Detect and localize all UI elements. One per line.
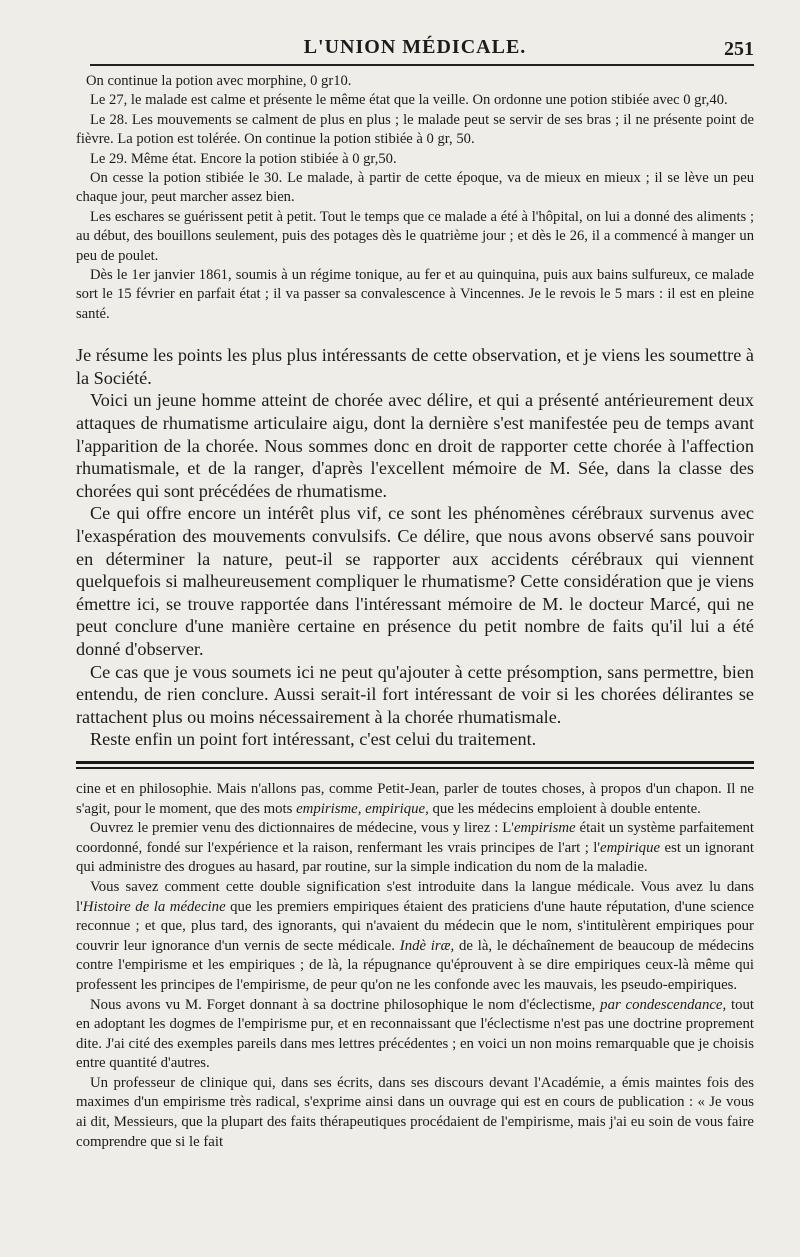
- observation-section: [76, 72, 754, 324]
- text-run: cine et en philosophie. Mais n'allons pas, comme Petit-Jean, parler de toutes choses, à propos d'un chapon. Il ne s'agit, pour le moment, que des mots: [76, 780, 754, 817]
- observation-paragraph: Le 28. Les mouvements se calment de plus en plus ; le malade peut se servir de ses bras ; il ne présente point de fièvre. La potion est tolérée. On continue la potion stibiée à 0 gr, 50.: [76, 111, 754, 148]
- page-header: [76, 30, 754, 64]
- separator-thin-line: [76, 767, 754, 769]
- text-run: que les premiers empiriques étaient des praticiens d'une haute réputation, d'une science reconnue ; et que, plus tard, des ignorants, qui n'avaient du médecin que le nom, s'intitulèrent empiriques pour couvrir leur ignorance d'un vernis de secte médicale.: [76, 898, 755, 954]
- feuilleton-paragraph: [76, 996, 754, 1074]
- text-run: Nous avons vu M. Forget donnant à sa doctrine philosophique le nom d'éclectisme,: [90, 996, 601, 1013]
- text-run: que les médecins emploient à double entente.: [428, 800, 701, 817]
- discussion-paragraph: Voici un jeune homme atteint de chorée avec délire, et qui a présenté antérieurement deux attaques de rhumatisme articulaire aigu, dont la dernière s'est manifestée peu de temps avant l'apparition de la chorée. Nous sommes donc en droit de rapporter cette chorée à l'affection rhumatismale, et de la ranger, d'après l'excellent mémoire de M. Sée, dans la classe des chorées qui sont précédées de rhumatisme.: [76, 390, 754, 501]
- text-run: tout en adoptant les dogmes de l'empirisme pur, et en reconnaissant que l'éclectisme n'est pas une doctrine proprement dite. J'ai cité des exemples pareils dans mes lettres précédentes ; en voici un non moins remarquable que je choisis entre quantité d'autres.: [76, 996, 754, 1072]
- page-number: 251: [724, 38, 754, 60]
- observation-paragraph: On continue la potion avec morphine, 0 gr10.: [86, 73, 352, 89]
- observation-paragraph: Le 27, le malade est calme et présente le même état que la veille. On ordonne une potion stibiée avec 0 gr,40.: [90, 92, 728, 109]
- observation-paragraph: On cesse la potion stibiée le 30. Le malade, à partir de cette époque, va de mieux en mieux ; il se lève un peu chaque jour, peut marcher assez bien.: [76, 170, 754, 206]
- header-rule: [90, 64, 754, 66]
- observation-paragraph: Les eschares se guérissent petit à petit. Tout le temps que ce malade a été à l'hôpital, on lui a donné des aliments ; au début, des bouillons seulement, puis des potages dès le quatrième jour ; et dès le 26, il a commencé à manger un peu de poulet.: [76, 208, 754, 264]
- italic-title: Histoire de la médecine: [82, 898, 226, 915]
- discussion-paragraph: Ce qui offre encore un intérêt plus vif, ce sont les phénomènes cérébraux survenus avec l'exaspération des mouvements convulsifs. Ce délire, que nous avons observé sans pouvoir en déterminer la nature, peut-il se rapporter aux accidents cérébraux qui viennent quelquefois si malheureusement compliquer le rhumatisme? Cette considération que je viens émettre ici, se trouve rapportée dans l'intéressant mémoire de M. le docteur Marcé, qui ne peut conclure d'une manière certaine en présence du petit nombre de faits qu'il lui a été donné d'observer.: [76, 503, 754, 659]
- feuilleton-paragraph: [76, 878, 754, 996]
- text-run: est un ignorant qui administre des drogues au hasard, par routine, sur la simple indication du nom de la maladie.: [76, 839, 754, 876]
- italic-term: empirisme: [513, 820, 576, 837]
- italic-term: empirique: [600, 839, 661, 856]
- italic-phrase: par condescendance,: [600, 996, 727, 1013]
- feuilleton-paragraph: Un professeur de clinique qui, dans ses écrits, dans ses discours devant l'Académie, a émis maintes fois des maximes d'un empirisme très radical, s'exprime ainsi dans un ouvrage qui est en cours de publication : « Je vous ai dit, Messieurs, que la plupart des faits thérapeutiques procédaient de l'empirisme, mais j'ai eu soin de vous faire comprendre que si le fait: [76, 1074, 754, 1150]
- text-run: était un système parfaitement coordonné, fondé sur l'expérience et la raison, renfermant les vrais principes de l'art ; l': [76, 820, 754, 856]
- discussion-paragraph: Ce cas que je vous soumets ici ne peut qu'ajouter à cette présomption, sans permettre, bien entendu, de rien conclure. Aussi serait-il fort intéressant de voir si les chorées délirantes se rattachent plus ou moins nécessairement à la chorée rhumatismale.: [76, 661, 754, 727]
- discussion-paragraph: Reste enfin un point fort intéressant, c'est celui du traitement.: [90, 729, 537, 750]
- text-run: Vous savez comment cette double signification s'est introduite dans la langue médicale. Vous avez lu dans l': [76, 878, 754, 915]
- running-title: L'UNION MÉDICALE.: [303, 36, 527, 58]
- italic-term: empirisme, empirique,: [296, 800, 429, 817]
- discussion-section: [76, 344, 754, 751]
- feuilleton-section: [76, 780, 754, 1152]
- italic-latin: Indè iræ,: [399, 937, 455, 954]
- text-run: Ouvrez le premier venu des dictionnaires de médecine, vous y lirez : L': [90, 820, 514, 837]
- feuilleton-paragraph: [76, 780, 754, 819]
- observation-paragraph: Le 29. Même état. Encore la potion stibiée à 0 gr,50.: [90, 150, 397, 167]
- feuilleton-separator: [76, 761, 754, 770]
- text-run: de là, le déchaînement de beaucoup de médecins contre l'empirisme et les empiriques ; de là, la répugnance qu'éprouvent à se dire empiriques ceux-là même qui professent les principes de l'empirisme, de peur qu'on ne les confonde avec les mauvais, les pseudo-empiriques.: [76, 937, 754, 993]
- feuilleton-paragraph: [76, 819, 754, 878]
- separator-thick-line: [76, 761, 754, 764]
- observation-paragraph: Dès le 1er janvier 1861, soumis à un régime tonique, au fer et au quinquina, puis aux bains sulfureux, ce malade sort le 15 février en parfait état ; il va passer sa convalescence à Vincennes. Je le revois le 5 mars : il est en pleine santé.: [76, 267, 754, 322]
- discussion-paragraph: Je résume les points les plus plus intéressants de cette observation, et je viens les soumettre à la Société.: [76, 345, 754, 388]
